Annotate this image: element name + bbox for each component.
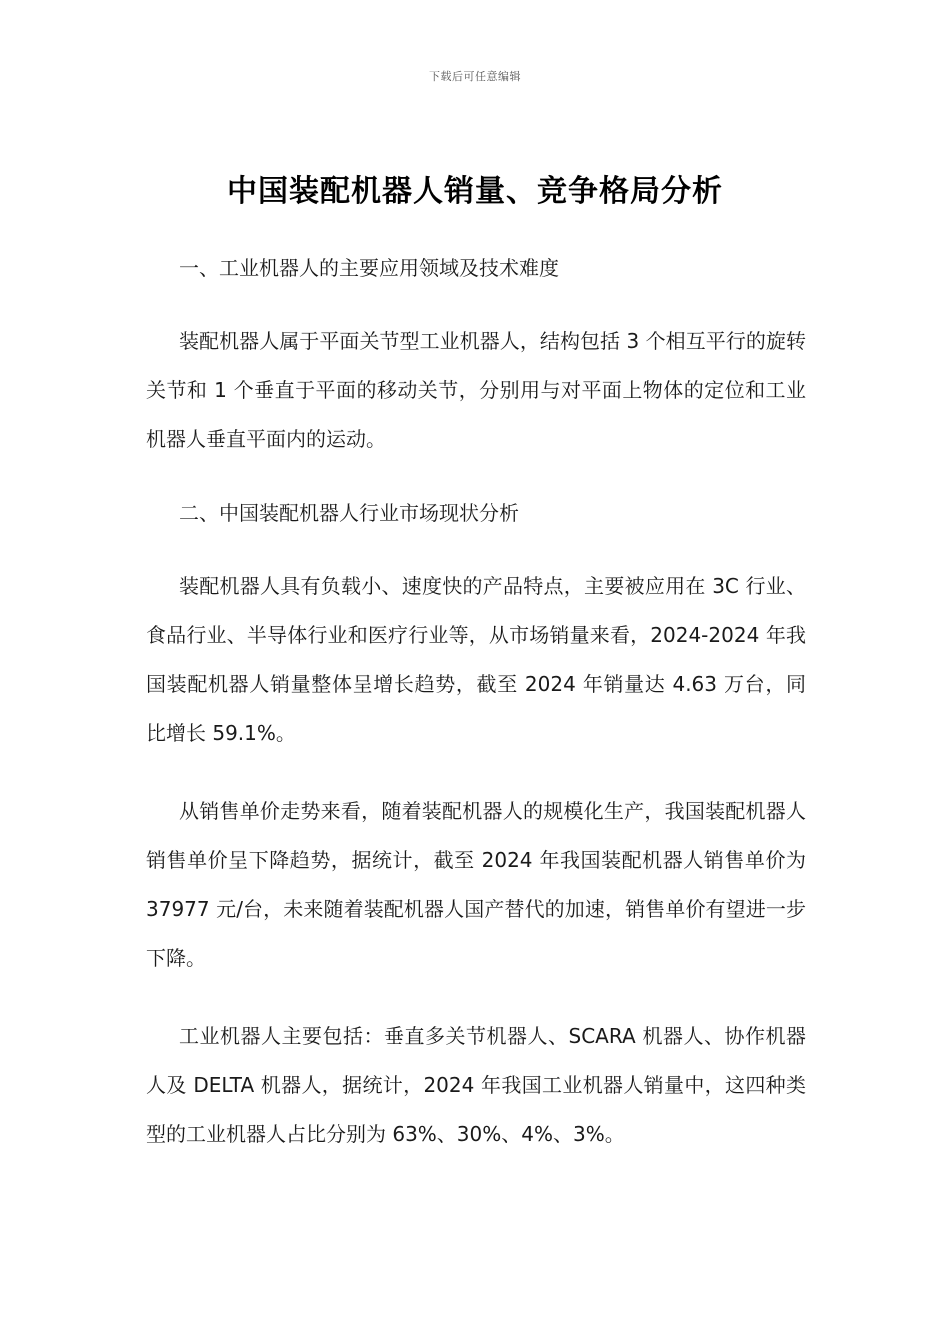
paragraph-unit-price: 从销售单价走势来看，随着装配机器人的规模化生产，我国装配机器人销售单价呈下降趋势，据统计，截至 2024 年我国装配机器人销售单价为 37977 元/台，未来随着装配机器人国产替代的加速，销售单价有望进一步下降。 (146, 799, 806, 970)
paragraph-robot-types: 工业机器人主要包括：垂直多关节机器人、SCARA 机器人、协作机器人及 DELTA 机器人，据统计，2024 年我国工业机器人销量中，这四种类型的工业机器人占比分别为 63%、30%、4%、3%。 (146, 1024, 806, 1146)
page-title: 中国装配机器人销量、竞争格局分析 (227, 174, 723, 209)
document-body (146, 248, 806, 1188)
paragraph-assembly-robot-structure: 装配机器人属于平面关节型工业机器人，结构包括 3 个相互平行的旋转关节和 1 个垂直于平面的移动关节，分别用与对平面上物体的定位和工业机器人垂直平面内的运动。 (146, 329, 806, 451)
section-heading-1: 一、工业机器人的主要应用领域及技术难度 (179, 256, 559, 280)
paragraph-market-sales: 装配机器人具有负载小、速度快的产品特点，主要被应用在 3C 行业、食品行业、半导体行业和医疗行业等，从市场销量来看，2024-2024 年我国装配机器人销量整体呈增长趋势，截至 2024 年销量达 4.63 万台，同比增长 59.1%。 (146, 574, 806, 745)
header-note: 下载后可任意编辑 (429, 70, 521, 83)
section-heading-2: 二、中国装配机器人行业市场现状分析 (179, 501, 519, 525)
